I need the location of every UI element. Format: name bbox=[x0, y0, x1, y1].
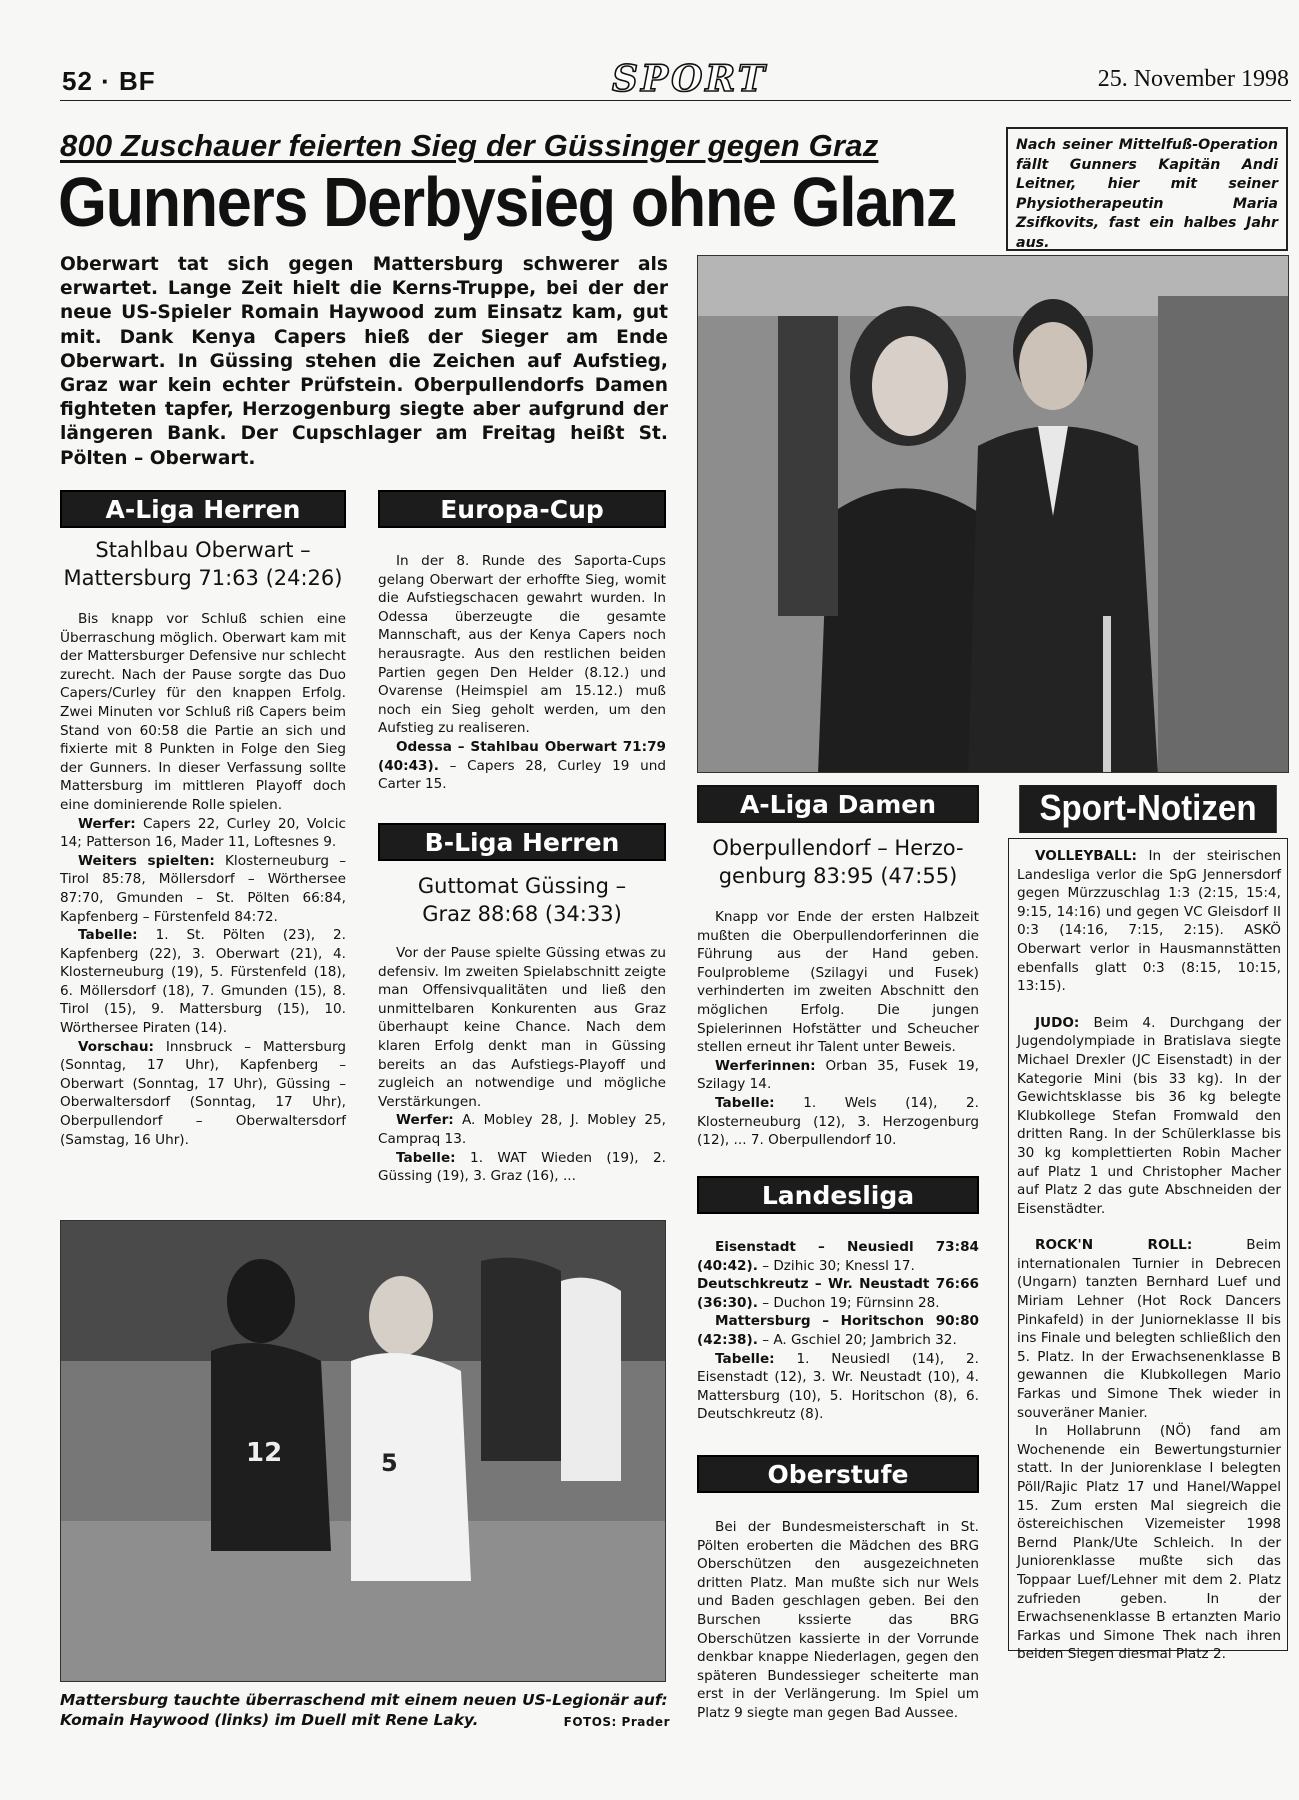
page-number: 52 · BF bbox=[62, 66, 156, 96]
photo-bottom-image bbox=[61, 1221, 666, 1682]
aliga-herren-subhead-line2: Mattersburg 71:63 (24:26) bbox=[63, 566, 343, 590]
bliga-herren-tabelle: 1. WAT Wieden (19), 2. Güssing (19), 3. Graz (16), ... bbox=[378, 1149, 666, 1185]
aliga-herren-vorschau: Innsbruck – Mattersburg (Sonntag, 17 Uhr), Kapfenberg – Oberwart (Sonntag, 17 Uhr), Güssing – Oberwaltersdorf (Sonntag, 17 Uhr), Oberpullendorf – Oberwaltersdorf (Samstag, 16 Uhr). bbox=[60, 1038, 346, 1148]
photo-bottom-caption: Mattersburg tauchte überraschend mit einem neuen US-Legionär auf: Komain Haywood (links) im Duell mit Rene Laky. bbox=[60, 1691, 668, 1729]
banner-aliga-damen: A-Liga Damen bbox=[697, 785, 979, 823]
notizen-judo: Beim 4. Durchgang der Jugendolympiade in Bratislava siegte Michael Drexler (JC Eisenstadt) in der Kategorie Mini (bis 33 kg). In der Gewichtsklasse bis 36 kg belegte Klubkollege Stefan Fromwald den dritten Rang. In der Schülerklasse bis 30 kg komplettierten Robin Macher auf Platz 1 und Christopher Macher auf Platz 2 das gute Abschneiden der Eisenstädter. bbox=[1017, 1014, 1281, 1217]
notizen-volley-label: VOLLEYBALL: bbox=[1035, 848, 1137, 864]
landesliga-r2: – Duchon 19; Fürnsinn 28. bbox=[757, 1294, 940, 1311]
europa-cup-result-label: Odessa – Stahlbau Oberwart 71:79 (40:43). bbox=[378, 738, 666, 774]
aliga-herren-vorschau-label: Vorschau: bbox=[78, 1038, 154, 1055]
europa-cup-paragraph: In der 8. Runde des Saporta-Cups gelang Oberwart der erhoffte Sieg, womit die Aufstiegschacen gewahrt wurden. In Odessa überzeugte die gesamte Mannschaft, aus der Kenya Capers noch herausragte. Aus den restlichen beiden Partien gegen Den Helder (8.12.) und Ovarense (Heimspiel am 15.12.) muß noch ein Sieg geholt werden, um den Aufstieg zu realiseren. bbox=[378, 553, 666, 737]
article-headline: Gunners Derbysieg ohne Glanz bbox=[58, 163, 956, 241]
jersey-number-5: 5 bbox=[381, 1449, 398, 1477]
landesliga-r1-label: Eisenstadt – Neusiedl 73:84 (40:42). bbox=[697, 1239, 979, 1274]
bliga-herren-werfer: A. Mobley 28, J. Mobley 25, Campraq 13. bbox=[378, 1112, 666, 1147]
aliga-damen-subhead-line1: Oberpullendorf – Herzo- bbox=[712, 836, 964, 860]
aliga-herren-werfer: Capers 22, Curley 20, Volcic 14; Patterson 16, Mader 11, Loftesnes 9. bbox=[60, 815, 346, 851]
aliga-damen-subhead bbox=[697, 834, 979, 890]
oberstufe-paragraph: Bei der Bundesmeisterschaft in St. Pölten eroberten die Mädchen des BRG Oberschützen den ausgezeichneten dritten Platz. Man mußte sich nur Wels und Baden geschlagen geben. Bei den Burschen kssierte das BRG Oberschützen kassierte in der Vorrunde denkbar knappe Niederlagen, gegen den späteren Bundessieger scheiterte man erst in der Verlängerung. Im Spiel um Platz 9 siegte man gegen Bad Aussee. bbox=[697, 1519, 979, 1721]
article-lead: Oberwart tat sich gegen Mattersburg schwerer als erwartet. Lange Zeit hielt die Kerns-Truppe, bei der der neue US-Spieler Romain Haywood zum Einsatz kam, gut mit. Dank Kenya Capers hieß der Sieger am Ende Oberwart. In Güssing stehen die Zeichen auf Aufstieg, Graz war kein echter Prüfstein. Oberpullendorfs Damen fighteten tapfer, Herzogenburg siegte aber aufgrund der längeren Bank. Der Cupschlager am Freitag heißt St. Pölten – Oberwart. bbox=[60, 254, 668, 469]
issue-date: 25. November 1998 bbox=[1097, 66, 1289, 92]
bliga-herren-subhead-line1: Guttomat Güssing – bbox=[417, 874, 627, 898]
bliga-herren-body bbox=[378, 944, 666, 1186]
europa-cup-body bbox=[378, 552, 666, 794]
aliga-damen-werfer-label: Werferinnen: bbox=[715, 1057, 816, 1074]
aliga-damen-tabelle-label: Tabelle: bbox=[715, 1094, 775, 1111]
aliga-herren-body bbox=[60, 610, 346, 1149]
aliga-herren-weiters: Klosterneuburg – Tirol 85:78, Möllersdorf – Wörthersee 87:70, Gmunden – St. Pölten 66:84, Kapfenberg – Fürstenfeld 84:72. bbox=[60, 852, 347, 925]
banner-aliga-herren: A-Liga Herren bbox=[60, 490, 346, 528]
article-kicker: 800 Zuschauer feierten Sieg der Güssinger gegen Graz bbox=[60, 128, 879, 163]
banner-oberstufe: Oberstufe bbox=[697, 1455, 979, 1493]
photo-credit: FOTOS: Prader bbox=[563, 1715, 670, 1729]
section-title: SPORT bbox=[612, 58, 768, 100]
aliga-damen-body bbox=[697, 908, 979, 1150]
bliga-herren-werfer-label: Werfer: bbox=[396, 1112, 454, 1129]
photo-top-caption: Nach seiner Mittelfuß-Operation fällt Gunners Kapitän Andi Leitner, hier mit seiner Physiotherapeutin Maria Zsifkovits, fast ein halbes Jahr aus. bbox=[1006, 127, 1288, 251]
photo-top-image bbox=[698, 256, 1289, 773]
notizen-rock: Beim internationalen Turnier in Debrecen (Ungarn) tanzten Bernhard Luef und Miriam Lehner (Hot Rock Dancers Pinkafeld) in der Juniorneklasse II bis ins Finale und belegten schließlich den 5. Platz. In der Erwachsenenklasse B gewannen die Klubkollegen Mario Farkas und Simone Thek wieder in souveräner Manier. bbox=[1017, 1237, 1281, 1421]
landesliga-r3: – A. Gschiel 20; Jambrich 32. bbox=[757, 1331, 957, 1348]
aliga-damen-werfer: Orban 35, Fusek 19, Szilagy 14. bbox=[697, 1057, 979, 1093]
bliga-herren-paragraph: Vor der Pause spielte Güssing etwas zu defensiv. Im zweiten Spielabschnitt zeigte man Offensivqualitäten und ließ den unmittelbaren Konkurenten aus Graz überhaupt keine Chance. Nach dem klaren Erfolg denkt man in Güssing bereits an das Aufstiegs-Playoff und zugleich an notwendige und mögliche Verstärkungen. bbox=[378, 945, 666, 1110]
sport-notizen-box bbox=[1008, 838, 1288, 1663]
europa-cup-result: – Capers 28, Curley 19 und Carter 15. bbox=[378, 757, 666, 793]
aliga-herren-tabelle-label: Tabelle: bbox=[78, 927, 138, 944]
banner-landesliga: Landesliga bbox=[697, 1176, 979, 1214]
photo-haywood-laky bbox=[60, 1220, 666, 1682]
landesliga-r1: – Dzihic 30; Knessl 17. bbox=[757, 1257, 915, 1274]
bliga-herren-subhead bbox=[378, 872, 666, 928]
landesliga-tabelle: 1. Neusiedl (14), 2. Eisenstadt (12), 3. Wr. Neustadt (10), 4. Mattersburg (10), 5. Horitschon (8), 6. Deutschkreutz (8). bbox=[697, 1350, 979, 1423]
landesliga-r2-label: Deutschkreutz – Wr. Neustadt 76:66 (36:30). bbox=[697, 1276, 979, 1311]
oberstufe-body bbox=[697, 1518, 979, 1723]
header-rule bbox=[60, 100, 1291, 101]
bliga-herren-subhead-line2: Graz 88:68 (34:33) bbox=[422, 902, 622, 926]
aliga-herren-subhead-line1: Stahlbau Oberwart – bbox=[95, 538, 311, 562]
aliga-damen-paragraph: Knapp vor Ende der ersten Halbzeit mußten die Oberpullendorferinnen die Führung aus der Hand geben. Foulprobleme (Szilagyi und Fusek) verhinderten im zweiten Abschnitt den möglichen Erfolg. Die jungen Spielerinnen Hofstätter und Scheucher stellen erneut ihr Talent unter Beweis. bbox=[697, 909, 979, 1056]
bliga-herren-tabelle-label: Tabelle: bbox=[396, 1149, 456, 1166]
aliga-damen-subhead-line2: genburg 83:95 (47:55) bbox=[718, 864, 958, 888]
notizen-judo-label: JUDO: bbox=[1035, 1014, 1080, 1031]
aliga-herren-weiters-label: Weiters spielten: bbox=[78, 852, 215, 869]
landesliga-r3-label: Mattersburg – Horitschon 90:80 (42:38). bbox=[697, 1313, 979, 1348]
notizen-rock-label: ROCK'N ROLL: bbox=[1035, 1237, 1193, 1254]
aliga-herren-werfer-label: Werfer: bbox=[78, 815, 136, 832]
aliga-damen-tabelle: 1. Wels (14), 2. Klosterneuburg (12), 3. Herzogenburg (12), ... 7. Oberpullendorf 10. bbox=[697, 1094, 979, 1149]
aliga-herren-paragraph: Bis knapp vor Schluß schien eine Überraschung möglich. Oberwart kam mit der Mattersburger Defensive nur schlecht zurecht. Nach der Pause sorgte das Duo Capers/Curley für den knappen Erfolg. Zwei Minuten vor Schluß riß Capers beim Stand von 60:58 die Partie an sich und fixierte mit 8 Punkten in Folge den Sieg der Gunners. In dieser Verfassung sollte Mattersburg im mittleren Playoff doch eine dominierende Rolle spielen. bbox=[60, 611, 346, 813]
landesliga-tabelle-label: Tabelle: bbox=[715, 1350, 775, 1367]
banner-sport-notizen: Sport-Notizen bbox=[1019, 785, 1277, 833]
aliga-herren-subhead bbox=[60, 536, 346, 592]
landesliga-body bbox=[697, 1238, 979, 1424]
notizen-rock2: In Hollabrunn (NÖ) fand am Wochenende ein Bewertungsturnier statt. In der Juniorenklase I belegten Pöll/Rajic Platz 17 und Hanel/Wappel 15. Zum ersten Mal siegreich die östereichischen Vizemeister 1998 Bernd Plank/Ute Schleich. In der Juniorenklasse mußte sich das Toppaar Luef/Lehner mit dem 2. Platz zufrieden geben. In der Erwachsenenklasse B ertanzten Mario Farkas und Simone Thek nach ihren beiden Siegen diesmal Platz 2. bbox=[1017, 1423, 1281, 1663]
photo-bottom-caption-block bbox=[60, 1690, 670, 1732]
aliga-herren-tabelle: 1. St. Pölten (23), 2. Kapfenberg (22), 3. Oberwart (21), 4. Klosterneuburg (19), 5. Fürstenfeld (18), 6. Möllersdorf (18), 7. Gmunden (15), 8. Tirol (15), 9. Mattersburg (15), 10. Wörthersee Piraten (14). bbox=[60, 927, 346, 1037]
jersey-number-12: 12 bbox=[246, 1438, 283, 1468]
banner-bliga-herren: B-Liga Herren bbox=[378, 823, 666, 861]
notizen-volley: In der steirischen Landesliga verlor die SpG Jennersdorf gegen Mürzzuschlag 1:3 (2:15, 15:4, 9:15, 14:16) und gegen VC Gleisdorf II 0:3 (14:16, 7:15, 2:15). ASKÖ Oberwart verlor in Hausmannstätten ebenfalls glatt 0:3 (8:15, 10:15, 13:15). bbox=[1017, 848, 1281, 995]
photo-leitner-physio bbox=[697, 255, 1289, 773]
banner-europa-cup: Europa-Cup bbox=[378, 490, 666, 528]
